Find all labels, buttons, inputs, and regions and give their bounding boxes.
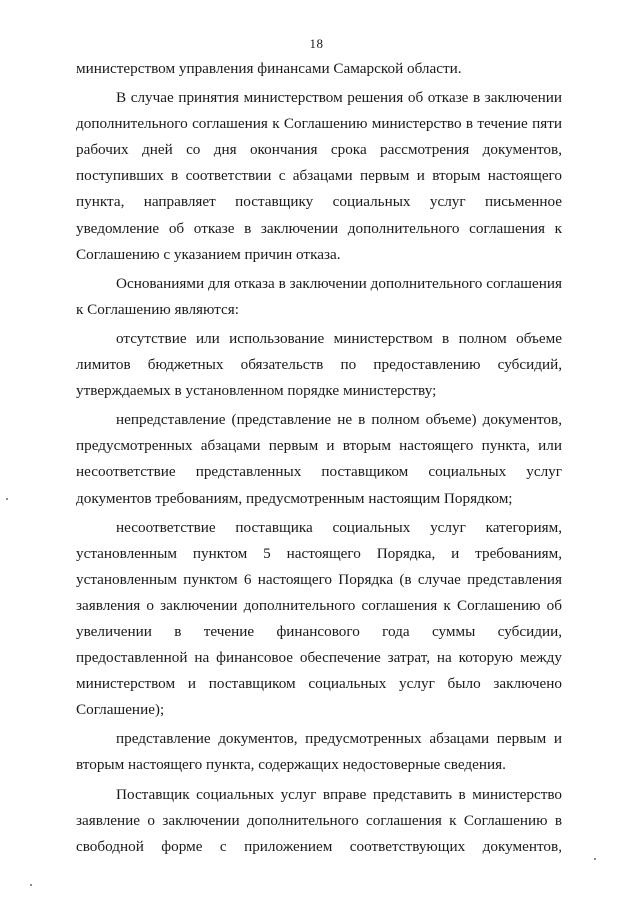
text-line: свободной форме с приложением соответствующих документов, [76, 837, 562, 855]
scan-speck [30, 884, 32, 886]
text-line: уведомление об отказе в заключении дополнительного соглашения к [76, 219, 562, 237]
text-line: установленным пунктом 6 настоящего Порядка (в случае представления [76, 570, 562, 588]
text-line: увеличении в течение финансового года суммы субсидии, [76, 622, 562, 640]
text-line: пункта, направляет поставщику социальных услуг письменное [76, 193, 562, 211]
text-line: В случае принятия министерством решения об отказе в заключении [116, 89, 562, 107]
text-line: представление документов, предусмотренных абзацами первым и [116, 730, 562, 748]
text-line: министерством управления финансами Самарской области. [76, 60, 462, 77]
text-line: дополнительного соглашения к Соглашению министерство в течение пяти [76, 115, 562, 133]
text-line: предоставленной на финансовое обеспечение затрат, на которую между [76, 649, 562, 667]
text-line: Поставщик социальных услуг вправе представить в министерство [116, 785, 562, 803]
scan-speck [594, 858, 596, 860]
text-line: рабочих дней со дня окончания срока рассмотрения документов, [76, 141, 562, 159]
text-line: министерством и поставщиком социальных услуг было заключено [76, 675, 562, 693]
text-line: вторым настоящего пункта, содержащих недостоверные сведения. [76, 756, 506, 774]
page-number: 18 [309, 36, 324, 51]
text-line: отсутствие или использование министерством в полном объеме [116, 329, 562, 347]
text-line: документов требованиям, предусмотренным настоящим Порядком; [76, 489, 513, 507]
text-line: Соглашение); [76, 701, 165, 719]
text-line: Соглашению с указанием причин отказа. [76, 245, 341, 263]
scan-speck [6, 498, 8, 500]
text-line: несоответствие представленных поставщиком социальных услуг [76, 463, 562, 481]
text-line: утверждаемых в установленном порядке министерству; [76, 382, 437, 400]
body-text [76, 56, 562, 860]
text-line: заявления о заключении дополнительного соглашения к Соглашению об [76, 596, 562, 614]
text-line: Основаниями для отказа в заключении дополнительного соглашения [116, 274, 562, 292]
text-line: несоответствие поставщика социальных услуг категориям, [116, 518, 562, 536]
text-line: лимитов бюджетных обязательств по предоставлению субсидий, [76, 356, 562, 374]
text-line: поступивших в соответствии с абзацами первым и вторым настоящего [76, 167, 562, 185]
text-line: непредставление (представление не в полном объеме) документов, [116, 411, 562, 429]
text-line: к Соглашению являются: [76, 300, 239, 318]
text-line: заявление о заключении дополнительного соглашения к Соглашению в [76, 811, 562, 829]
text-line: предусмотренных абзацами первым и вторым настоящего пункта, или [76, 437, 562, 455]
text-line: установленным пунктом 5 настоящего Порядка, и требованиям, [76, 544, 562, 562]
